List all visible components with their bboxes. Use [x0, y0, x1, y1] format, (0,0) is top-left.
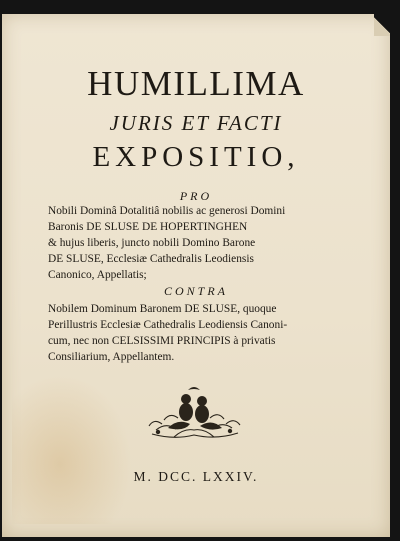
paragraph-line: Nobilem Dominum Baronem DE SLUSE, quoque [48, 303, 277, 315]
document-page [2, 14, 390, 537]
paragraph-line: Canonico, Appellatis; [48, 269, 147, 281]
paragraph-line: Baronis DE SLUSE DE HOPERTINGHEN [48, 221, 248, 233]
publication-date: M. DCC. LXXIV. [133, 469, 259, 484]
appellantem-paragraph [48, 301, 348, 365]
paragraph-line: Nobili Dominâ Dotalitiâ nobilis ac generosi Domini [48, 205, 286, 217]
paragraph-line: & hujus liberis, juncto nobili Domino Barone [48, 237, 256, 249]
pro-heading: PRO [179, 189, 213, 203]
printers-ornament [144, 382, 244, 444]
paragraph-line: Consiliarium, Appellantem. [48, 351, 175, 363]
title-line-3: EXPOSITIO, [92, 141, 300, 173]
title-line-1: HUMILLIMA [87, 64, 305, 103]
paragraph-line: Perillustris Ecclesiæ Cathedralis Leodiensis Canoni- [48, 319, 288, 331]
page-corner-fold [374, 14, 390, 36]
title-line-2: JURIS ET FACTI [109, 111, 283, 135]
paragraph-line: DE SLUSE, Ecclesiæ Cathedralis Leodiensis [48, 253, 254, 265]
paragraph-line: cum, nec non CELSISSIMI PRINCIPIS à privatis [48, 335, 276, 347]
appellati-paragraph [48, 203, 348, 283]
contra-heading: CONTRA [163, 284, 228, 298]
paper-stain [12, 374, 132, 524]
